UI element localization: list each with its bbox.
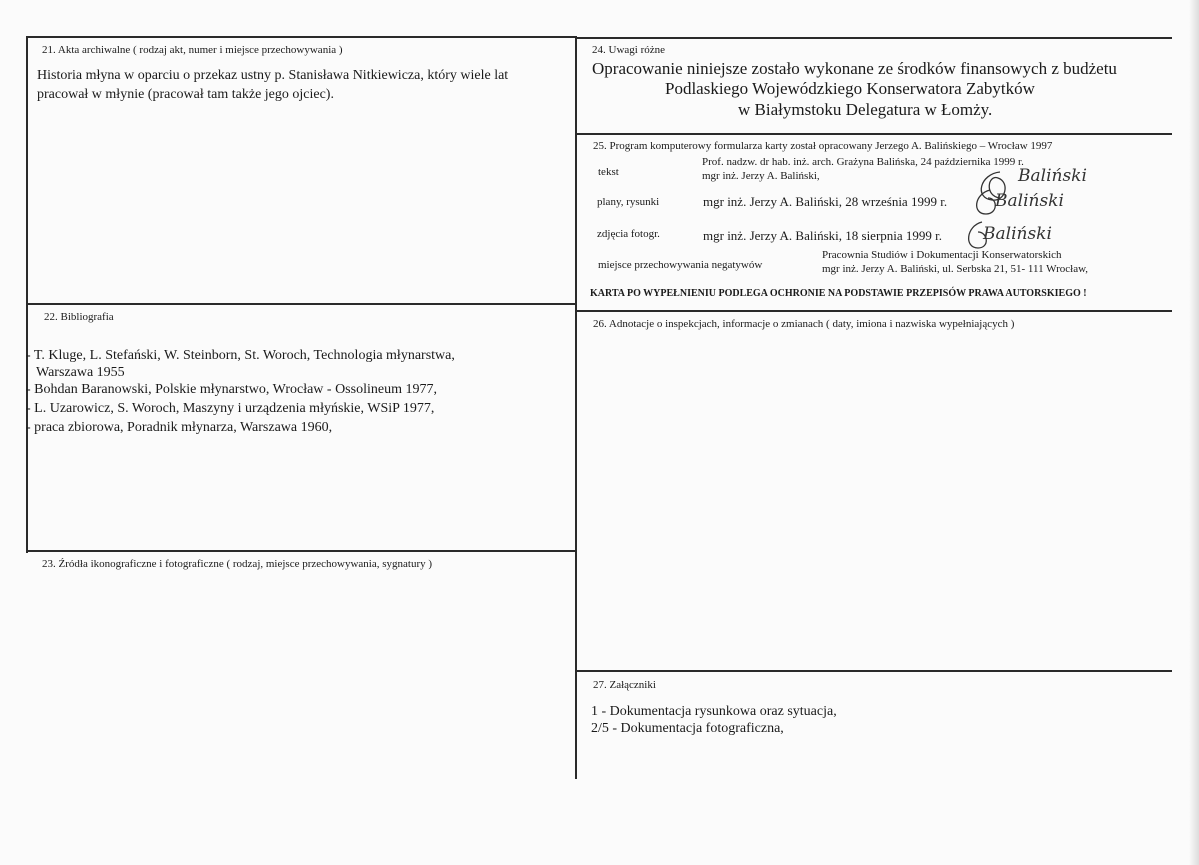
miejsce-value-line1: Pracownia Studiów i Dokumentacji Konserwatorskich — [822, 249, 1062, 261]
section-24-line3: w Białymstoku Delegatura w Łomży. — [738, 100, 993, 119]
miejsce-value-line2: mgr inż. Jerzy A. Baliński, ul. Serbska 21, 51- 111 Wrocław, — [822, 263, 1089, 275]
bibliography-item: - L. Uzarowicz, S. Woroch, Maszyny i urządzenia młyńskie, WSiP 1977, — [26, 401, 435, 416]
divider-24-25 — [576, 133, 1172, 135]
bibliography-item: - Bohdan Baranowski, Polskie młynarstwo, Wrocław - Ossolineum 1977, — [26, 382, 437, 397]
bibliography-item: - praca zbiorowa, Poradnik młynarza, Warszawa 1960, — [26, 420, 333, 435]
bibliography-item: Warszawa 1955 — [36, 365, 125, 380]
divider-26-27 — [576, 670, 1172, 672]
section-23-label: 23. Źródła ikonograficzne i fotograficzne ( rodzaj, miejsce przechowywania, sygnatury ) — [42, 558, 433, 570]
divider-21-22 — [26, 303, 576, 305]
section-26-label: 26. Adnotacje o inspekcjach, informacje o zmianach ( daty, imiona i nazwiska wypełniających ) — [593, 318, 1015, 330]
section-27-label: 27. Załączniki — [593, 679, 656, 691]
signature-tekst: Baliński — [1018, 166, 1087, 186]
attachment-item: 2/5 - Dokumentacja fotograficzna, — [591, 721, 784, 736]
divider-22-23 — [26, 550, 576, 552]
top-border-left — [26, 36, 576, 38]
signature-plany: Baliński — [995, 191, 1064, 211]
copyright-notice: KARTA PO WYPEŁNIENIU PODLEGA OCHRONIE NA PODSTAWIE PRZEPISÓW PRAWA AUTORSKIEGO ! — [590, 288, 1087, 299]
scan-shadow-edge — [1189, 0, 1199, 865]
signature-zdjecia: Baliński — [983, 224, 1052, 244]
plany-value: mgr inż. Jerzy A. Baliński, 28 września 1999 r. — [703, 194, 948, 209]
center-divider — [575, 36, 577, 779]
plany-label: plany, rysunki — [597, 196, 660, 208]
zdjecia-value: mgr inż. Jerzy A. Baliński, 18 sierpnia 1999 r. — [703, 228, 943, 243]
tekst-value-line1: Prof. nadzw. dr hab. inż. arch. Grażyna Balińska, 24 października 1999 r. — [702, 156, 1024, 168]
section-25-label: 25. Program komputerowy formularza karty został opracowany Jerzego A. Balińskiego – Wrocław 1997 — [593, 140, 1053, 152]
miejsce-label: miejsce przechowywania negatywów — [598, 259, 763, 271]
section-24-line1: Opracowanie niniejsze zostało wykonane ze środków finansowych z budżetu — [592, 59, 1117, 78]
top-border-right — [576, 37, 1172, 39]
left-border — [26, 36, 28, 553]
section-21-label: 21. Akta archiwalne ( rodzaj akt, numer i miejsce przechowywania ) — [42, 44, 343, 56]
section-24-line2: Podlaskiego Wojewódzkiego Konserwatora Zabytków — [665, 79, 1035, 98]
tekst-value-line2: mgr inż. Jerzy A. Baliński, — [702, 170, 820, 182]
section-22-label: 22. Bibliografia — [44, 311, 114, 323]
divider-25-26 — [576, 310, 1172, 312]
section-21-text-line2: pracował w młynie (pracował tam także jego ojciec). — [37, 87, 334, 102]
section-21-text-line1: Historia młyna w oparciu o przekaz ustny p. Stanisława Nitkiewicza, który wiele lat — [37, 68, 509, 83]
attachment-item: 1 - Dokumentacja rysunkowa oraz sytuacja, — [591, 704, 837, 719]
zdjecia-label: zdjęcia fotogr. — [597, 228, 660, 240]
section-24-label: 24. Uwagi różne — [592, 44, 666, 56]
tekst-label: tekst — [598, 166, 619, 178]
bibliography-item: - T. Kluge, L. Stefański, W. Steinborn, St. Woroch, Technologia młynarstwa, — [26, 348, 455, 363]
